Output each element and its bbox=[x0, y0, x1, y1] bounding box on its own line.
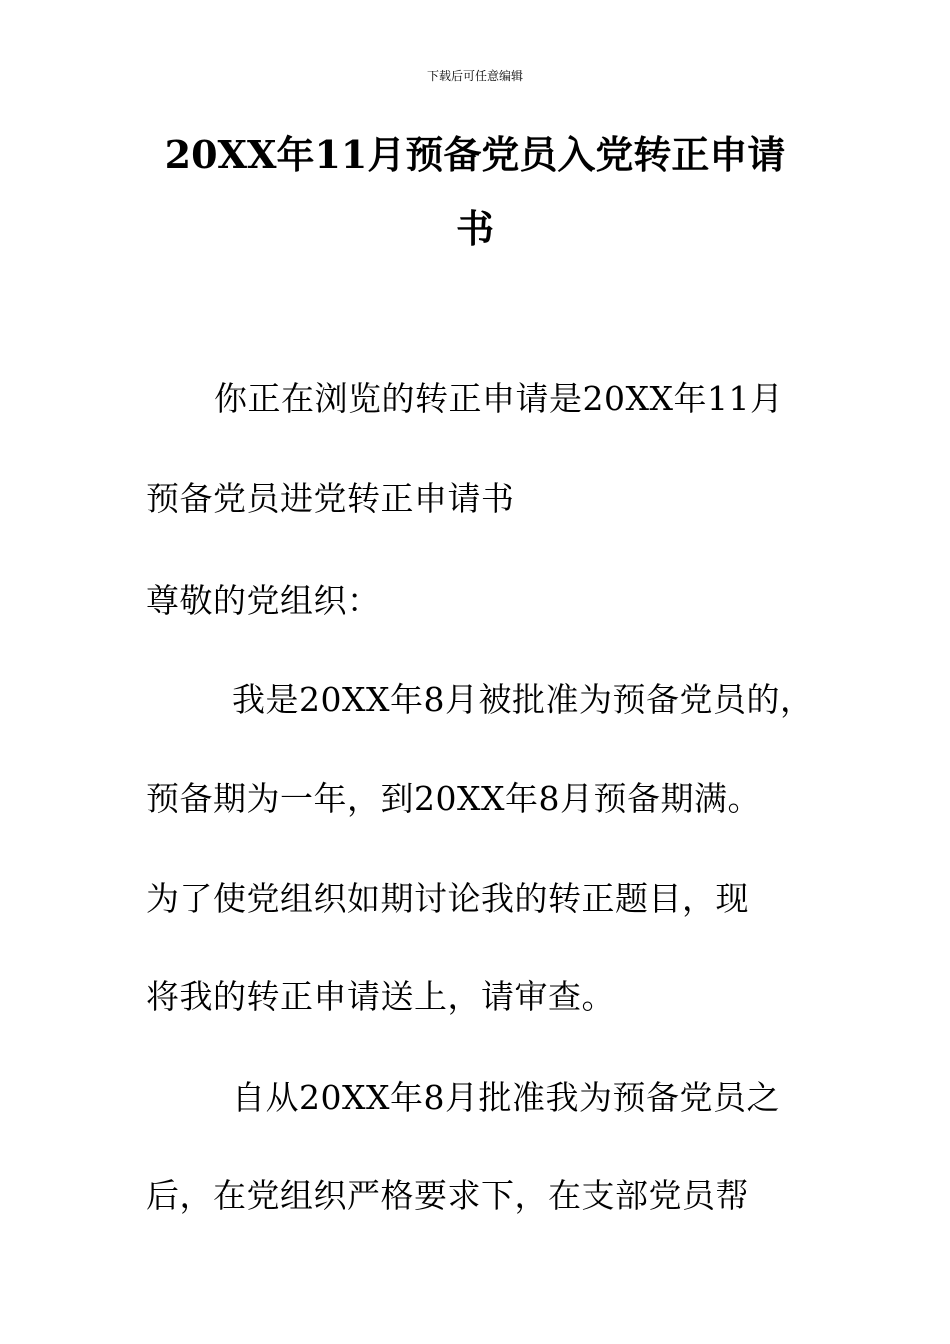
body-line-8: 自从20XX年8月批准我为预备党员之 bbox=[232, 1078, 780, 1117]
document-title-line-2: 书 bbox=[455, 206, 494, 251]
body-line-1: 你正在浏览的转正申请是20XX年11月 bbox=[214, 379, 784, 418]
body-line-6: 为了使党组织如期讨论我的转正题目，现 bbox=[146, 879, 749, 918]
body-line-2: 预备党员进党转正申请书 bbox=[146, 479, 515, 518]
document-title-line-1: 20XX年11月预备党员入党转正申请 bbox=[164, 132, 786, 177]
body-line-4: 我是20XX年8月被批准为预备党员的， bbox=[232, 680, 814, 719]
header-note: 下载后可任意编辑 bbox=[426, 69, 523, 83]
body-line-9: 后，在党组织严格要求下，在支部党员帮 bbox=[146, 1176, 749, 1215]
salutation: 尊敬的党组织： bbox=[146, 581, 381, 620]
body-line-5: 预备期为一年，到20XX年8月预备期满。 bbox=[146, 779, 761, 818]
body-line-7: 将我的转正申请送上，请审查。 bbox=[146, 977, 615, 1016]
